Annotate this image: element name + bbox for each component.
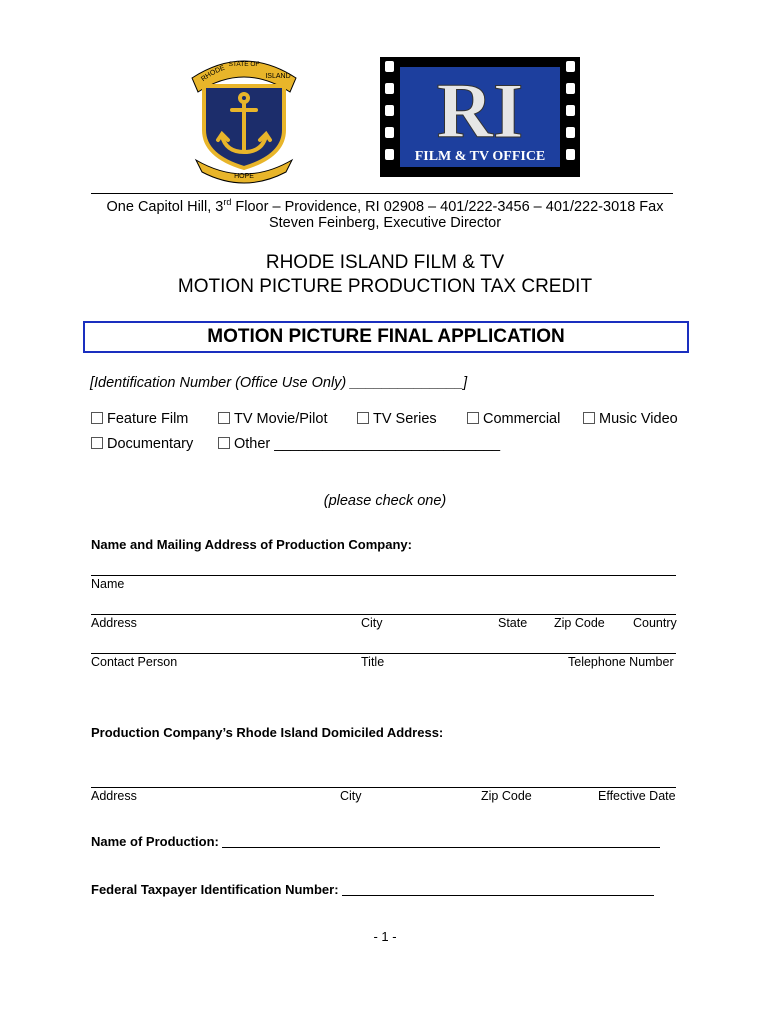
zip-label: Zip Code — [554, 616, 605, 630]
contact-person-label: Contact Person — [91, 655, 178, 669]
checkbox-icon[interactable] — [91, 437, 103, 449]
country-label: Country — [633, 616, 677, 630]
effective-date-label: Effective Date — [598, 789, 676, 803]
state-seal-logo — [186, 52, 302, 184]
application-title: MOTION PICTURE FINAL APPLICATION — [83, 321, 689, 353]
tax-id-label: Federal Taxpayer Identification Number: — [91, 882, 339, 897]
ri-film-tv-logo — [380, 57, 580, 177]
office-address: One Capitol Hill, 3rd Floor – Providence, RI 02908 – 401/222-3456 – 401/222-3018 Fax — [106, 197, 664, 215]
header-divider — [91, 193, 673, 194]
logo-letters: RI — [436, 67, 524, 154]
mailing-address-input-line[interactable] — [91, 614, 676, 615]
domicile-address-input-line[interactable] — [91, 787, 676, 788]
page-number: - 1 - — [373, 929, 397, 944]
tax-id-field — [91, 882, 654, 897]
identification-number-field: [Identification Number (Office Use Only) ______________] — [90, 375, 468, 391]
checkbox-icon[interactable] — [218, 437, 230, 449]
checkbox-tv-series[interactable]: TV Series — [357, 411, 437, 427]
contact-input-line[interactable] — [91, 653, 676, 654]
checkbox-icon[interactable] — [467, 412, 479, 424]
address-label: Address — [91, 616, 137, 630]
name-label: Name — [91, 577, 125, 591]
program-title-line2: MOTION PICTURE PRODUCTION TAX CREDIT — [177, 276, 593, 297]
checkbox-documentary[interactable]: Documentary — [91, 436, 193, 452]
checkbox-music-video[interactable]: Music Video — [583, 411, 678, 427]
seal-text-center: STATE OF — [228, 61, 260, 68]
checkbox-icon[interactable] — [218, 412, 230, 424]
checkbox-icon[interactable] — [583, 412, 595, 424]
telephone-label: Telephone Number — [568, 655, 674, 669]
domicile-address-label: Address — [91, 789, 137, 803]
state-label: State — [498, 616, 528, 630]
name-input-line[interactable] — [91, 575, 676, 576]
tax-id-input[interactable] — [342, 895, 654, 896]
production-name-input[interactable] — [222, 847, 660, 848]
seal-motto: HOPE — [234, 173, 254, 180]
program-title-line1: RHODE ISLAND FILM & TV — [265, 252, 505, 273]
city-label: City — [361, 616, 383, 630]
company-section-heading: Name and Mailing Address of Production Company: — [91, 537, 412, 552]
title-label: Title — [361, 655, 385, 669]
executive-director: Steven Feinberg, Executive Director — [268, 215, 502, 231]
checkbox-icon[interactable] — [91, 412, 103, 424]
domicile-section-heading: Production Company’s Rhode Island Domiciled Address: — [91, 725, 444, 740]
checkbox-tv-movie-pilot[interactable]: TV Movie/Pilot — [218, 411, 327, 427]
seal-text-right: ISLAND — [265, 73, 291, 80]
seal-text-left: RHODE — [200, 64, 226, 84]
domicile-city-label: City — [340, 789, 362, 803]
check-one-instruction: (please check one) — [323, 493, 447, 509]
production-name-field — [91, 834, 660, 849]
checkbox-commercial[interactable]: Commercial — [467, 411, 560, 427]
checkbox-feature-film[interactable]: Feature Film — [91, 411, 188, 427]
checkbox-icon[interactable] — [357, 412, 369, 424]
domicile-zip-label: Zip Code — [481, 789, 532, 803]
logo-subtitle: FILM & TV OFFICE — [414, 149, 546, 164]
checkbox-other[interactable]: Other ____________________________ — [218, 436, 500, 452]
production-name-label: Name of Production: — [91, 834, 219, 849]
